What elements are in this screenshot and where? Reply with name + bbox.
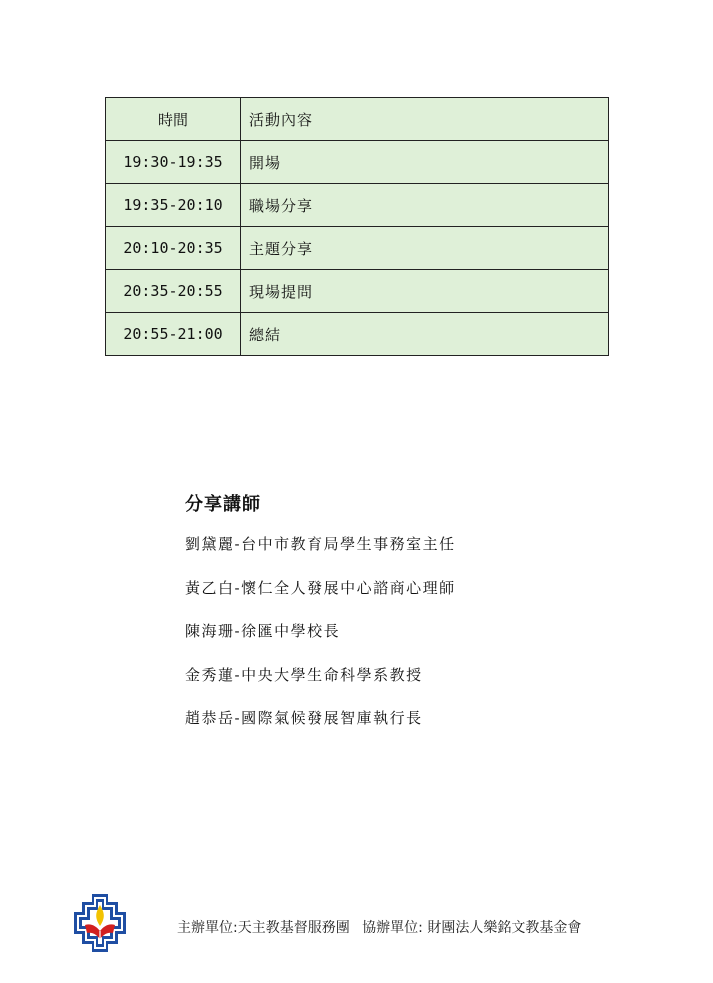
schedule-row <box>106 313 609 356</box>
schedule-time: 20:10-20:35 <box>106 227 241 270</box>
schedule-activity: 現場提問 <box>241 270 609 313</box>
schedule-time: 19:35-20:10 <box>106 184 241 227</box>
schedule-table <box>105 97 609 356</box>
organization-logo-icon <box>73 893 127 953</box>
schedule-activity: 開場 <box>241 141 609 184</box>
schedule-time: 19:30-19:35 <box>106 141 241 184</box>
speaker-item: 陳海珊-徐匯中學校長 <box>185 622 341 640</box>
speaker-item: 趙恭岳-國際氣候發展智庫執行長 <box>185 709 423 727</box>
speakers-section <box>185 490 456 752</box>
schedule-time: 20:35-20:55 <box>106 270 241 313</box>
schedule-activity: 總結 <box>241 313 609 356</box>
speaker-item: 劉黛麗-台中市教育局學生事務室主任 <box>185 535 456 553</box>
speakers-title: 分享講師 <box>185 494 261 515</box>
schedule-header-time: 時間 <box>106 98 241 141</box>
speaker-item: 金秀蓮-中央大學生命科學系教授 <box>185 665 423 684</box>
organizer-label: 主辦單位:天主教基督服務團 <box>177 920 350 936</box>
speaker-item: 黃乙白-懷仁全人發展中心諮商心理師 <box>185 578 456 597</box>
schedule-row <box>106 270 609 313</box>
schedule-row <box>106 184 609 227</box>
co-organizer-label: 協辦單位: 財團法人樂銘文教基金會 <box>362 920 582 936</box>
schedule-row <box>106 227 609 270</box>
schedule-row <box>106 141 609 184</box>
schedule-activity: 主題分享 <box>241 227 609 270</box>
footer <box>73 893 633 953</box>
footer-text <box>177 917 581 937</box>
schedule-time: 20:55-21:00 <box>106 313 241 356</box>
schedule-header-row <box>106 98 609 141</box>
schedule-activity: 職場分享 <box>241 184 609 227</box>
schedule-header-activity: 活動內容 <box>241 98 609 141</box>
